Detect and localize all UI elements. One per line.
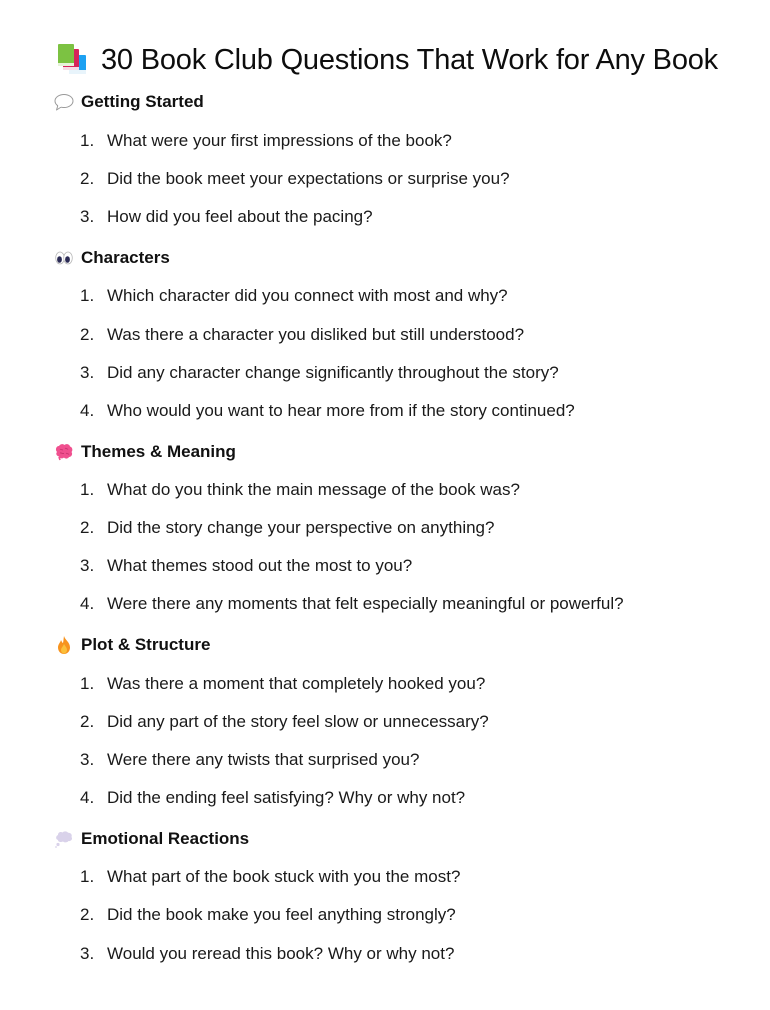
question-item	[80, 129, 452, 153]
question-text: Which character did you connect with most and why?	[107, 286, 508, 305]
section-heading-text: Emotional Reactions	[81, 829, 250, 848]
question-item	[80, 903, 456, 927]
question-number: 1.	[80, 480, 95, 499]
question-item	[80, 205, 373, 229]
question-text: Did the book make you feel anything strongly?	[107, 905, 456, 924]
question-number: 3.	[80, 207, 95, 226]
question-text: How did you feel about the pacing?	[107, 207, 373, 226]
question-item	[80, 710, 489, 734]
question-item	[80, 865, 460, 889]
question-number: 1.	[80, 286, 95, 305]
fire-icon	[54, 635, 74, 655]
question-number: 1.	[80, 131, 95, 150]
question-number: 2.	[80, 712, 95, 731]
question-number: 2.	[80, 905, 95, 924]
page-title-text: 30 Book Club Questions That Work for Any Book	[101, 43, 718, 76]
question-item	[80, 167, 510, 191]
page-title	[57, 38, 718, 82]
question-number: 3.	[80, 363, 95, 382]
question-item	[80, 323, 524, 347]
section-heading-themes-meaning	[54, 440, 236, 464]
question-number: 2.	[80, 325, 95, 344]
question-item	[80, 748, 419, 772]
question-item	[80, 786, 465, 810]
question-text: Who would you want to hear more from if the story continued?	[107, 401, 575, 420]
question-item	[80, 554, 412, 578]
question-item	[80, 672, 485, 696]
question-number: 3.	[80, 944, 95, 963]
thought-bubble-icon	[54, 829, 74, 849]
question-item	[80, 284, 508, 308]
question-text: Were there any twists that surprised you?	[107, 750, 420, 769]
question-item	[80, 516, 494, 540]
question-number: 2.	[80, 518, 95, 537]
question-item	[80, 592, 624, 616]
question-text: Did the story change your perspective on anything?	[107, 518, 495, 537]
question-number: 2.	[80, 169, 95, 188]
section-heading-getting-started	[54, 90, 204, 114]
question-text: Would you reread this book? Why or why not?	[107, 944, 455, 963]
question-text: Did the ending feel satisfying? Why or why not?	[107, 788, 466, 807]
brain-icon	[54, 442, 74, 462]
question-text: Did the book meet your expectations or surprise you?	[107, 169, 510, 188]
question-number: 4.	[80, 401, 95, 420]
question-text: Was there a character you disliked but still understood?	[107, 325, 525, 344]
books-icon	[57, 43, 91, 77]
question-number: 4.	[80, 788, 95, 807]
section-heading-text: Getting Started	[81, 92, 204, 111]
question-item	[80, 361, 559, 385]
question-text: Were there any moments that felt especially meaningful or powerful?	[107, 594, 624, 613]
question-number: 3.	[80, 750, 95, 769]
question-item	[80, 942, 454, 966]
question-text: Was there a moment that completely hooked you?	[107, 674, 486, 693]
question-number: 3.	[80, 556, 95, 575]
eyes-icon	[54, 248, 74, 268]
section-heading-plot-structure	[54, 633, 210, 657]
question-text: Did any part of the story feel slow or unnecessary?	[107, 712, 489, 731]
question-number: 1.	[80, 867, 95, 886]
section-heading-text: Themes & Meaning	[81, 442, 236, 461]
question-text: What themes stood out the most to you?	[107, 556, 413, 575]
section-heading-emotional-reactions	[54, 827, 249, 851]
question-number: 1.	[80, 674, 95, 693]
section-heading-text: Characters	[81, 248, 170, 267]
question-text: Did any character change significantly throughout the story?	[107, 363, 559, 382]
question-item	[80, 478, 520, 502]
question-number: 4.	[80, 594, 95, 613]
section-heading-text: Plot & Structure	[81, 635, 211, 654]
question-text: What were your first impressions of the book?	[107, 131, 452, 150]
speech-bubble-icon	[54, 92, 74, 112]
question-item	[80, 399, 575, 423]
section-heading-characters	[54, 246, 170, 270]
question-text: What part of the book stuck with you the most?	[107, 867, 461, 886]
question-text: What do you think the main message of the book was?	[107, 480, 520, 499]
